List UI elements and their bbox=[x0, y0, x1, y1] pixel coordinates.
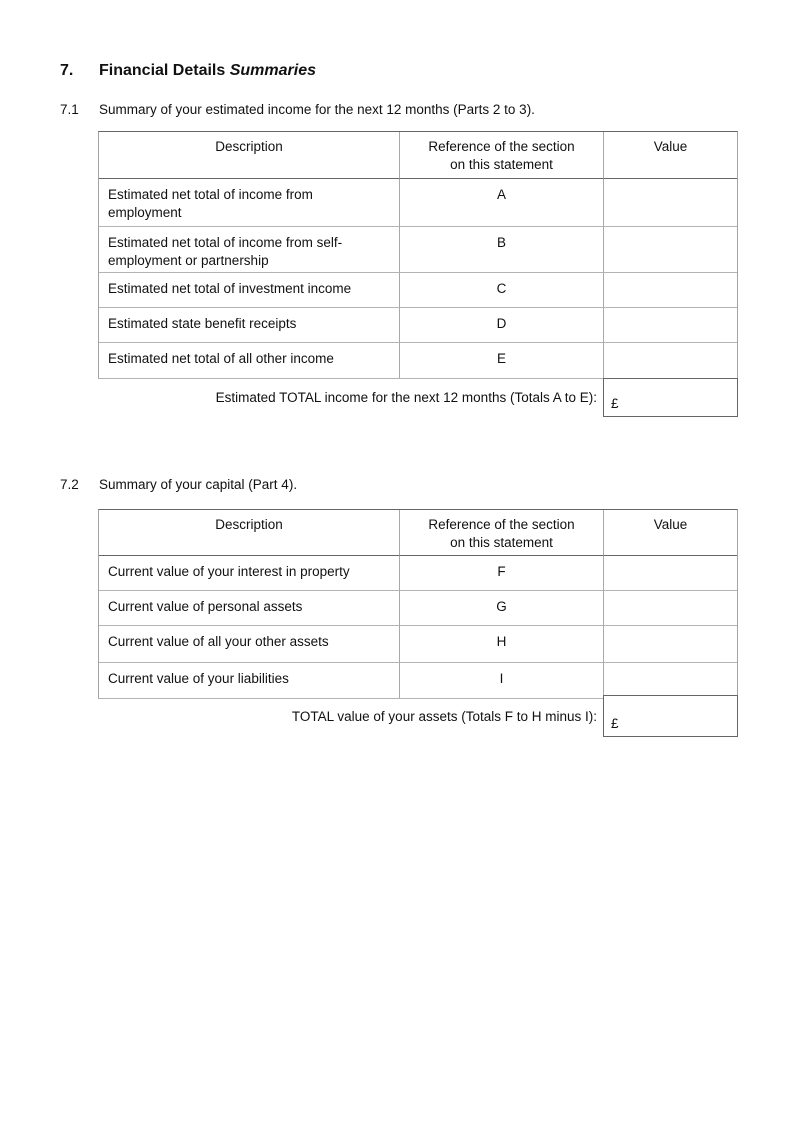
table-row bbox=[99, 308, 737, 343]
reference-cell: B bbox=[400, 227, 604, 273]
value-cell[interactable] bbox=[604, 343, 737, 378]
table-row bbox=[99, 626, 737, 663]
description-cell: Estimated net total of all other income bbox=[99, 343, 400, 378]
reference-cell: D bbox=[400, 308, 604, 343]
description-cell: Estimated net total of investment income bbox=[99, 273, 400, 308]
value-cell[interactable] bbox=[604, 591, 737, 626]
header-reference-line2: on this statement bbox=[450, 534, 553, 550]
table-row bbox=[99, 343, 737, 378]
assets-total-label: TOTAL value of your assets (Totals F to H minus I): bbox=[291, 708, 597, 724]
reference-cell: A bbox=[400, 179, 604, 227]
header-description: Description bbox=[99, 132, 400, 179]
value-cell[interactable] bbox=[604, 227, 737, 273]
reference-cell: F bbox=[400, 556, 604, 591]
table-header-row bbox=[99, 132, 737, 179]
pound-symbol: £ bbox=[611, 716, 619, 731]
header-value: Value bbox=[604, 132, 737, 179]
header-reference-line1: Reference of the section bbox=[428, 517, 575, 532]
section-7-1-text: Summary of your estimated income for the next 12 months (Parts 2 to 3). bbox=[99, 102, 535, 117]
header-reference bbox=[400, 510, 604, 556]
value-cell[interactable] bbox=[604, 663, 737, 698]
section-7-2-number: 7.2 bbox=[60, 477, 79, 492]
table-row bbox=[99, 273, 737, 308]
capital-summary-table bbox=[98, 509, 738, 699]
description-cell: Current value of your interest in property bbox=[99, 556, 400, 591]
header-reference bbox=[400, 132, 604, 179]
header-reference-line1: Reference of the section bbox=[428, 139, 575, 154]
table-row bbox=[99, 556, 737, 591]
reference-cell: C bbox=[400, 273, 604, 308]
table-row bbox=[99, 663, 737, 698]
section-7-2-text: Summary of your capital (Part 4). bbox=[99, 477, 298, 492]
table-row bbox=[99, 227, 737, 273]
description-cell: Estimated net total of income from employment bbox=[99, 179, 400, 227]
value-cell[interactable] bbox=[604, 556, 737, 591]
reference-cell: I bbox=[400, 663, 604, 698]
pound-symbol: £ bbox=[611, 396, 619, 411]
assets-total-box[interactable] bbox=[603, 695, 738, 737]
table-row bbox=[99, 591, 737, 626]
value-cell[interactable] bbox=[604, 179, 737, 227]
value-cell[interactable] bbox=[604, 626, 737, 663]
heading-title-italic: Summaries bbox=[229, 62, 316, 79]
header-description: Description bbox=[99, 510, 400, 556]
section-7-1-number: 7.1 bbox=[60, 102, 79, 117]
heading-number: 7. bbox=[60, 62, 74, 79]
value-cell[interactable] bbox=[604, 308, 737, 343]
table-header-row bbox=[99, 510, 737, 556]
description-cell: Estimated state benefit receipts bbox=[99, 308, 400, 343]
reference-cell: H bbox=[400, 626, 604, 663]
header-reference-line2: on this statement bbox=[450, 156, 553, 172]
header-value: Value bbox=[604, 510, 737, 556]
income-summary-table bbox=[98, 131, 738, 379]
income-total-box[interactable] bbox=[603, 378, 738, 417]
description-cell: Current value of personal assets bbox=[99, 591, 400, 626]
description-cell: Current value of all your other assets bbox=[99, 626, 400, 663]
description-cell: Current value of your liabilities bbox=[99, 663, 400, 698]
heading-title-text: Financial Details bbox=[99, 62, 230, 79]
description-cell: Estimated net total of income from self-employment or partnership bbox=[99, 227, 400, 273]
heading-title bbox=[99, 62, 316, 80]
value-cell[interactable] bbox=[604, 273, 737, 308]
reference-cell: E bbox=[400, 343, 604, 378]
income-total-label: Estimated TOTAL income for the next 12 months (Totals A to E): bbox=[215, 390, 597, 405]
reference-cell: G bbox=[400, 591, 604, 626]
table-row bbox=[99, 179, 737, 227]
